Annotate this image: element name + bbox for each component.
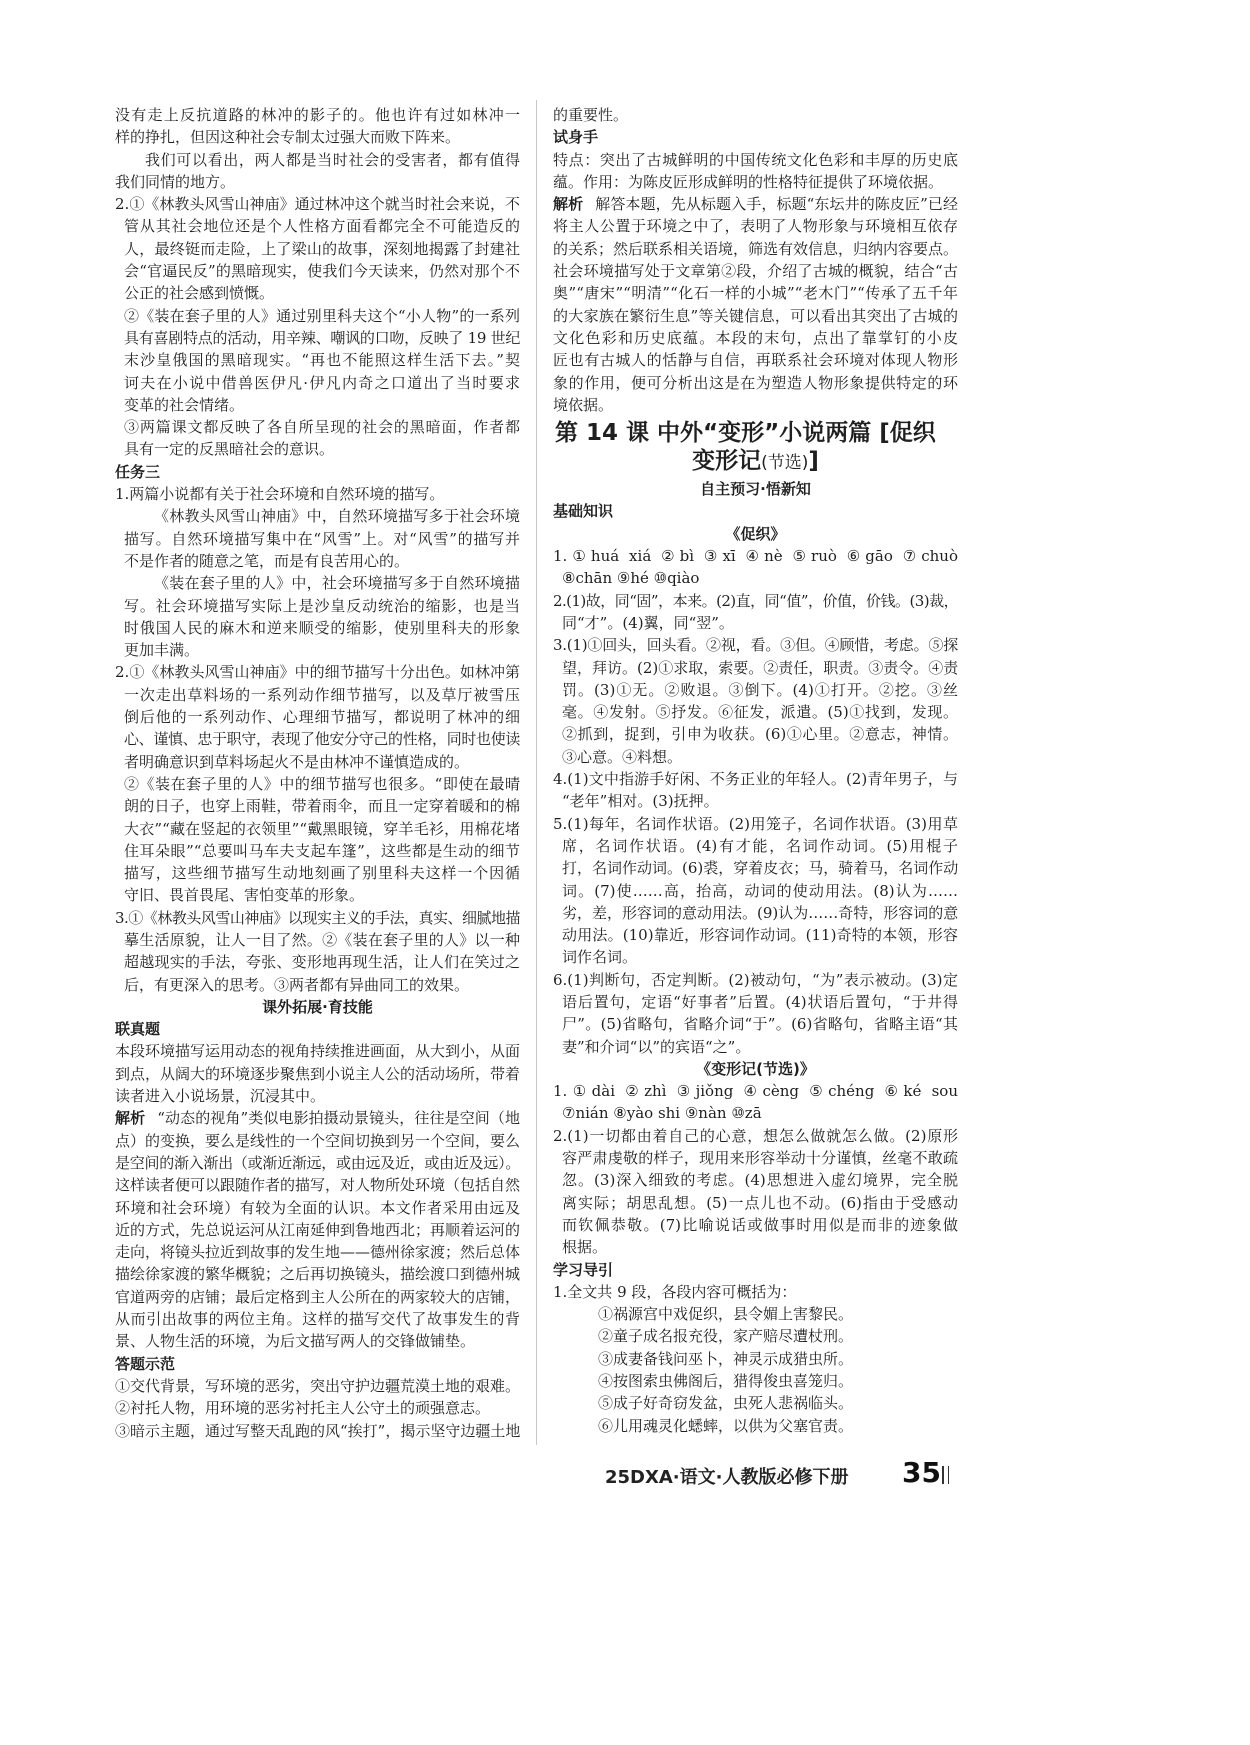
text-line: 管从其社会地位还是个人性格方面看都完全不可能造反的	[124, 217, 520, 236]
text-line: 不是作者的随意之笔，而是有良苦用心的。	[124, 551, 410, 570]
text-line: 样的挣扎，但因这种社会专制太过强大而败下阵来。	[115, 128, 461, 147]
text-line: 容严肃虔敬的样子，现用来形容举动十分谨慎，丝毫不敢疏	[562, 1149, 958, 1168]
text-line: ①祸源宫中戏促织，县令媚上害黎民。	[598, 1305, 854, 1324]
answer-item	[553, 634, 958, 768]
text-line: ②衬托人物，用环境的恶劣衬托主人公守土的顽强意志。	[115, 1399, 491, 1418]
text-line: 特点：突出了古城鲜明的中国传统文化色彩和丰厚的历史底	[553, 150, 958, 169]
paragraph	[115, 1040, 520, 1107]
text-line: 毫。④发射。⑤抒发。⑥征发，派遣。(5)①找到，发现。	[562, 703, 958, 722]
answer-item	[553, 1125, 958, 1259]
text-line: 描写，这些细节描写生动地刻画了别里科夫这样一个因循	[124, 864, 520, 883]
page-number: 35	[902, 1456, 941, 1489]
text-line: 离实际；胡思乱想。(5)一点儿也不动。(6)指由于受感动	[562, 1193, 958, 1212]
answer-subitem	[115, 305, 520, 416]
answer-item	[553, 813, 958, 969]
text-line: 景、人物生活的环境，为后文描写两人的交锋做铺垫。	[115, 1332, 476, 1351]
text-line: 者明确意识到草料场起火不是由林冲不谨慎造成的。	[124, 752, 470, 771]
text-line: 写。社会环境描写实际上是沙皇反动统治的缩影，也是当	[124, 596, 520, 615]
text-line: 描绘徐家渡的繁华概貌；之后再切换镜头，描绘渡口到德州城	[115, 1265, 520, 1284]
text-line: “老年”相对。(3)抚押。	[562, 792, 719, 811]
section-heading: 基础知识	[553, 502, 614, 521]
text-line: 匠也有古城人的恬静与自信，再联系社会环境对体现人物形	[553, 351, 958, 370]
text-line: 描写。自然环境描写集中在“风雪”上。对“风雪”的描写并	[124, 529, 520, 548]
paragraph	[115, 1397, 520, 1419]
text-line: 词。(7)使……高，抬高，动词的使动用法。(8)认为……	[562, 881, 958, 900]
text-line: ②童子成名报充役，家产赔尽遭杖刑。	[598, 1327, 854, 1346]
text-line: 动用法。(10)靠近，形容词作动词。(11)奇特的本领，形容	[562, 926, 958, 945]
centered-heading: 课外拓展·育技能	[262, 997, 373, 1016]
text-line: 奥”“唐宋”“明清”“化石一样的小城”“老木门”“传承了五千年	[553, 284, 958, 303]
section-heading: 答题示范	[115, 1354, 176, 1373]
text-line: 蕴。作用：为陈皮匠形成鲜明的性格特征提供了环境依据。	[553, 172, 944, 191]
text-line: 变革的社会情绪。	[124, 395, 245, 414]
text-line: 是空间的渐入渐出（或渐近渐远，或由远及近，或由近及远）。	[115, 1153, 520, 1172]
text-line: ⑥儿用魂灵化蟋蟀，以供为父塞官责。	[598, 1416, 854, 1435]
text-line: 2.(1)一切都由着自己的心意，想怎么做就怎么做。(2)原形	[553, 1126, 958, 1145]
answer-subparagraph	[115, 572, 520, 661]
answer-item	[553, 545, 958, 590]
lesson-title-line	[553, 447, 958, 477]
lesson-title-line: 第 14 课 中外“变形”小说两篇 [促织	[555, 420, 936, 447]
text-line: 公正的社会感到愤慨。	[124, 284, 275, 303]
text-line: 官道两旁的店铺；最后定格到主人公所在的两家较大的店铺，	[115, 1287, 520, 1306]
text-line: 我们同情的地方。	[115, 172, 236, 191]
section-heading: 学习导引	[553, 1260, 614, 1279]
answer-item	[553, 1080, 958, 1125]
text-line: 诃夫在小说中借兽医伊凡·伊凡内奇之口道出了当时要求	[124, 373, 520, 392]
text-line: 尸”。(5)省略句，省略介词“于”。(6)省略句，省略主语“其	[562, 1015, 958, 1034]
section-heading: 试身手	[553, 128, 599, 147]
text-line: 劣，差，形容词的意动用法。(9)认为……奇特，形容词的意	[562, 903, 958, 922]
text-line: 妻”和介词“以”的宾语“之”。	[562, 1037, 751, 1056]
text-line: 文化色彩和历史底蕴。本段的末句，点出了靠掌钉的小皮	[553, 328, 958, 347]
answer-item	[115, 193, 520, 304]
centered-heading: 《变形记(节选)》	[696, 1059, 815, 1078]
text-line: 1.①huá xiá ②bì ③xī ④nè ⑤ruò ⑥gāo ⑦chuò	[553, 547, 958, 566]
answer-item	[115, 483, 520, 505]
text-line: 4.(1)文中指游手好闲、不务正业的年轻人。(2)青年男子，与	[553, 770, 958, 789]
column-divider	[536, 100, 537, 1445]
text-line: ②《装在套子里的人》通过别里科夫这个“小人物”的一系列	[124, 306, 520, 325]
text-line: 境依据。	[553, 395, 614, 414]
text-line: ③心意。④料想。	[562, 747, 683, 766]
analysis-label: 解析	[553, 195, 584, 214]
text-line: 一次走出草料场的一系列动作细节描写，以及草厅被雪压	[124, 685, 520, 704]
text-line: 3.(1)①回头，回头看。②视，看。③但。④顾惜，考虑。⑤探	[553, 636, 958, 655]
text-line: 的重要性。	[553, 106, 629, 124]
text-line: 语后置句，定语“好事者”后置。(4)状语后置句，“于井得	[562, 992, 958, 1011]
lesson-title-bracket: ]	[808, 448, 819, 475]
text-line: 1.全文共 9 段，各段内容可概括为：	[553, 1282, 797, 1301]
text-line: 3.①《林教头风雪山神庙》以现实主义的手法，真实、细腻地描	[115, 908, 520, 927]
text-line: ⑧chān ⑨hé ⑩qiào	[562, 569, 700, 588]
paragraph	[553, 104, 958, 126]
text-line: 近的方式，先总说运河从江南延伸到鲁地西北；再顺着运河的	[115, 1220, 520, 1239]
left-column	[115, 104, 520, 1449]
text-line: 大衣”“藏在竖起的衣领里”“戴黑眼镜，穿羊毛衫，用棉花堵	[124, 819, 520, 838]
text-line: ①交代背景，写环境的恶劣，突出守护边疆荒漠土地的艰难。	[115, 1376, 520, 1395]
section-heading: 联真题	[115, 1020, 161, 1039]
right-column	[553, 104, 958, 1449]
text-line: 走向，将镜头拉近到故事的发生地——德州徐家渡；然后总体	[115, 1243, 520, 1262]
text-line: 将主人公置于环境之中了，表明了人物形象与环境相互依存	[553, 217, 958, 236]
paragraph	[115, 1107, 520, 1352]
text-line: 2.(1)故，同“固”，本来。(2)直，同“值”，价值，价钱。(3)裁，	[553, 591, 958, 610]
summary-list	[553, 1303, 958, 1437]
text-line: 席，名词作状语。(4)有才能，名词作动词。(5)用棍子	[562, 836, 958, 855]
paragraph	[115, 149, 520, 194]
analysis-label: 解析	[115, 1109, 146, 1128]
text-line: 2.①《林教头风雪山神庙》中的细节描写十分出色。如林冲第	[115, 663, 520, 682]
text-line: 1.两篇小说都有关于社会环境和自然环境的描写。	[115, 485, 445, 504]
text-line: 具有喜剧特点的活动，用辛辣、嘲讽的口吻，反映了 19 世纪	[124, 328, 520, 347]
line-text: 解答本题，先从标题入手，标题“东坛井的陈皮匠”已经	[595, 195, 958, 214]
text-line: 会“官逼民反”的黑暗现实，使我们今天读来，仍然对那个不	[124, 262, 520, 281]
text-line: 超越现实的手法，夸张、变形地再现生活，让人们在笑过之	[124, 953, 520, 972]
text-line: 词作名词。	[562, 948, 638, 967]
text-line: ③成妻备钱问巫卜，神灵示成猎虫所。	[598, 1349, 854, 1368]
text-line: 倒后他的一系列动作、心理细节描写，都说明了林冲的细	[124, 708, 520, 727]
line-text: “动态的视角”类似电影拍摄动景镜头，往往是空间（地	[157, 1109, 520, 1128]
answer-item	[553, 590, 958, 635]
text-line: 《林教头风雪山神庙》中，自然环境描写多于社会环境	[154, 507, 520, 526]
text-line: 读者进入小说场景，沉浸其中。	[115, 1087, 326, 1106]
text-line: 住耳朵眼”“总要叫马车夫支起车篷”，这些都是生动的细节	[124, 841, 520, 860]
section-heading: 任务三	[115, 462, 161, 481]
answer-item	[115, 661, 520, 772]
text-line: 6.(1)判断句，否定判断。(2)被动句，“为”表示被动。(3)定	[553, 970, 958, 989]
text-line	[553, 193, 958, 215]
text-line: 同“才”。(4)翼，同“翌”。	[562, 613, 734, 632]
text-line: 这样读者便可以跟随作者的描写，对人物所处环境（包括自然	[115, 1176, 520, 1195]
lesson-title-note: (节选)	[761, 453, 809, 474]
answer-item	[553, 969, 958, 1058]
text-line: 从而引出故事的两位主角。这样的描写交代了故事发生的背	[115, 1310, 520, 1329]
answer-item	[553, 768, 958, 813]
text-line: 5.(1)每年，名词作状语。(2)用笼子，名词作状语。(3)用草	[553, 814, 958, 833]
lesson-title-text: 变形记	[692, 448, 762, 475]
paragraph	[115, 1420, 520, 1442]
text-line: 本段环境描写运用动态的视角持续推进画面，从大到小，从面	[115, 1042, 520, 1061]
text-line: 的大家族在繁衍生息”等关键信息，可以看出其突出了古城的	[553, 306, 958, 325]
text-line: 守旧、畏首畏尾、害怕变革的形象。	[124, 886, 365, 905]
text-line: 打，名词作动词。(6)裘，穿着皮衣；马，骑着马，名词作动	[562, 859, 958, 878]
text-line: ③两篇课文都反映了各自所呈现的社会的黑暗面，作者都	[124, 418, 520, 437]
text-line: 后，有更深入的思考。③两者都有异曲同工的效果。	[124, 975, 470, 994]
text-line: 朗的日子，也穿上雨鞋，带着雨伞，而且一定穿着暖和的棉	[124, 797, 520, 816]
answer-item	[115, 907, 520, 996]
paragraph	[553, 149, 958, 194]
answer-subparagraph	[115, 505, 520, 572]
centered-heading: 《促织》	[725, 524, 786, 543]
centered-heading: 自主预习·悟新知	[700, 480, 811, 499]
text-line: 我们可以看出，两人都是当时社会的受害者，都有值得	[145, 150, 520, 169]
text-line: 而钦佩恭敬。(7)比喻说话或做事时用似是而非的迹象做	[562, 1215, 958, 1234]
text-line: 根据。	[562, 1238, 608, 1257]
text-line: 的关系；然后联系相关语境，筛选有效信息，归纳内容要点。	[553, 239, 958, 258]
text-line: 更加丰满。	[124, 641, 200, 660]
paragraph	[115, 1375, 520, 1397]
text-line: 社会环境描写处于文章第②段，介绍了古城的概貌，结合“古	[553, 262, 958, 281]
text-line: ④按图索虫佛阁后，猎得俊虫喜笼归。	[598, 1372, 854, 1391]
answer-item	[553, 1281, 958, 1303]
page-corner-mark	[942, 1466, 949, 1484]
text-line: 时俄国人民的麻木和逆来顺受的缩影，使别里科夫的形象	[124, 618, 520, 637]
text-line: ⑦nián ⑧yào shi ⑨nàn ⑩zā	[562, 1104, 762, 1123]
paragraph	[115, 104, 520, 149]
text-line: ②抓到，捉到，引申为收获。(6)①心里。②意志，神情。	[562, 725, 958, 744]
paragraph	[553, 193, 958, 416]
text-line: 《装在套子里的人》中，社会环境描写多于自然环境描	[154, 574, 520, 593]
text-line: 没有走上反抗道路的林冲的影子的。他也许有过如林冲一	[115, 106, 520, 124]
text-line: 点）的变换，要么是线性的一个空间切换到另一个空间，要么	[115, 1131, 520, 1150]
answer-subitem	[115, 773, 520, 907]
text-line	[115, 1107, 520, 1129]
text-line: 忽。(3)深入细致的考虑。(4)思想进入虚幻境界，完全脱	[562, 1171, 958, 1190]
text-line: 环境和社会环境）有较为全面的认识。本文作者采用由远及	[115, 1198, 520, 1217]
text-line: ②《装在套子里的人》中的细节描写也很多。“即使在最晴	[124, 774, 520, 793]
text-line: ⑤成子好奇窃发盆，虫死人悲祸临头。	[598, 1394, 854, 1413]
text-line: 心、谨慎、忠于职守，表现了他安分守己的性格，同时也使读	[124, 730, 520, 749]
answer-subitem	[115, 416, 520, 461]
text-line: ③暗示主题，通过写整天乱跑的风“挨打”，揭示坚守边疆土地	[115, 1421, 520, 1440]
lesson-title	[553, 419, 958, 477]
text-line: 摹生活原貌，让人一目了然。②《装在套子里的人》以一种	[124, 930, 520, 949]
text-line: 末沙皇俄国的黑暗现实。“再也不能照这样生活下去。”契	[124, 351, 520, 370]
text-line: 象的作用，便可分析出这是在为塑造人物形象提供特定的环	[553, 373, 958, 392]
text-line: 到点，从阔大的环境逐步聚焦到小说主人公的活动场所，带着	[115, 1064, 520, 1083]
text-line: 罚。(3)①无。②败退。③倒下。(4)①打开。②挖。③丝	[562, 680, 958, 699]
text-line: 人，最终铤而走险，上了梁山的故事，深刻地揭露了封建社	[124, 239, 520, 258]
footer-book-info: 25DXA·语文·人教版必修下册	[605, 1467, 849, 1488]
text-line: 2.①《林教头风雪山神庙》通过林冲这个就当时社会来说，不	[115, 195, 520, 214]
text-line: 具有一定的反黑暗社会的意识。	[124, 440, 335, 459]
text-line: 望，拜访。(2)①求取，索要。②责任，职责。③责令。④责	[562, 658, 958, 677]
text-line: 1.①dài ②zhì ③jiǒng ④cèng ⑤chéng ⑥ké sou	[553, 1082, 958, 1101]
